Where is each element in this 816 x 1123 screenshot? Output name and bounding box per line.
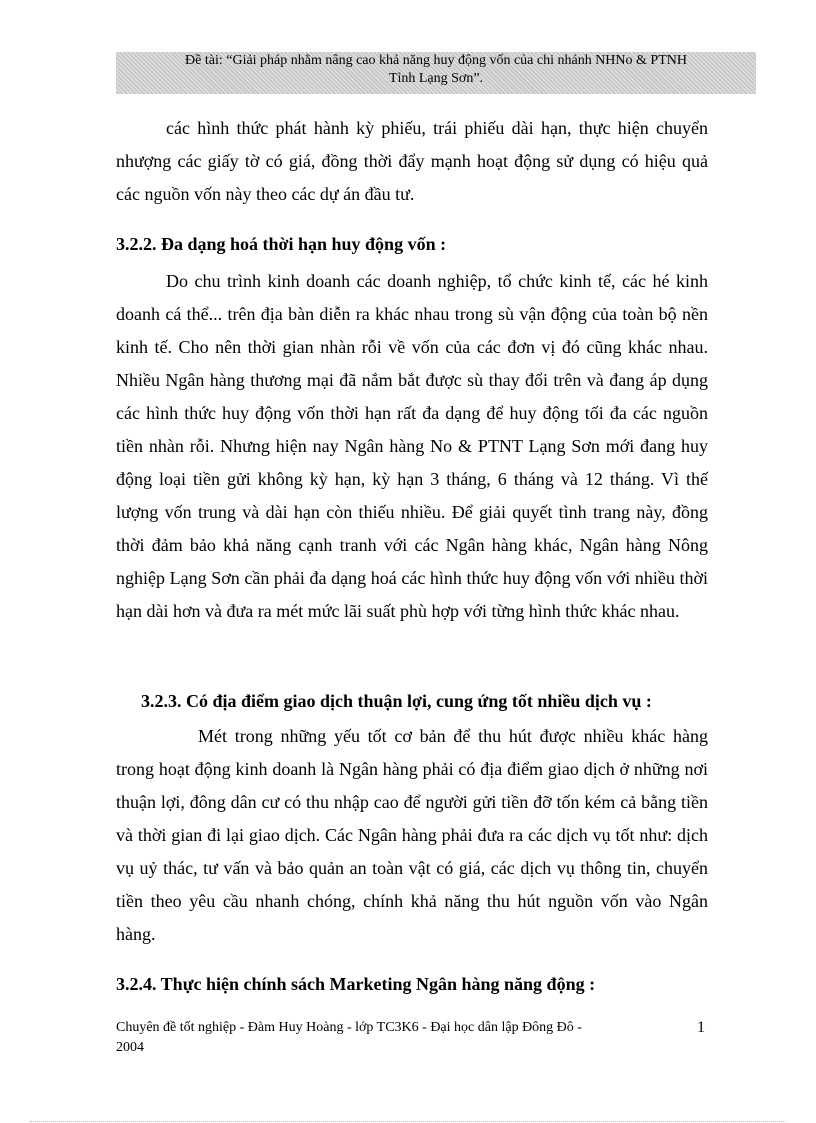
paragraph-intro: các hình thức phát hành kỳ phiếu, trái phiếu dài hạn, thực hiện chuyển nhượng các giấy tờ có giá, đồng thời đẩy mạnh hoạt động sử dụng có hiệu quả các nguồn vốn này theo các dự án đầu tư. xyxy=(116,118,708,204)
footer-text-line-1: Chuyên đề tốt nghiệp - Đàm Huy Hoàng - lớp TC3K6 - Đại học dân lập Đông Đô - xyxy=(116,1020,582,1035)
footer-text-line-2: 2004 xyxy=(116,1040,144,1055)
section-heading-3-2-4: 3.2.4. Thực hiện chính sách Marketing Ngân hàng năng động : xyxy=(116,974,596,994)
section-heading-3-2-2: 3.2.2. Đa dạng hoá thời hạn huy động vốn : xyxy=(116,234,447,254)
page-bottom-divider xyxy=(30,1121,786,1122)
header-title-line-2: Tỉnh Lạng Sơn”. xyxy=(388,71,484,86)
page-header xyxy=(116,52,756,94)
header-title-line-1: Đề tài: “Giải pháp nhằm nâng cao khả năng huy động vốn của chi nhánh NHNo & PTNH xyxy=(185,53,687,68)
page-footer xyxy=(116,1018,658,1058)
section-heading-3-2-3: 3.2.3. Có địa điểm giao dịch thuận lợi, cung ứng tốt nhiều dịch vụ : xyxy=(141,691,652,711)
paragraph-transaction-location: Mét trong những yếu tốt cơ bản để thu hút được nhiều khác hàng trong hoạt động kinh doanh là Ngân hàng phải có địa điểm giao dịch ở những nơi thuận lợi, đông dân cư có thu nhập cao để người gửi tiền đỡ tốn kém cả bằng tiền và thời gian đi lại giao dịch. Các Ngân hàng phải đưa ra các dịch vụ tốt như: dịch vụ uỷ thác, tư vấn và bảo quản an toàn vật có giá, các dịch vụ thông tin, chuyển tiền theo yêu cầu nhanh chóng, chính khả năng thu hút nguồn vốn vào Ngân hàng. xyxy=(116,726,708,944)
paragraph-term-diversification: Do chu trình kinh doanh các doanh nghiệp, tổ chức kinh tế, các hé kinh doanh cá thể... trên địa bàn diễn ra khác nhau trong sù vận động của toàn bộ nền kinh tế. Cho nên thời gian nhàn rỗi về vốn của các đơn vị đó cũng khác nhau. Nhiều Ngân hàng thương mại đã nắm bắt được sù thay đổi trên và đang áp dụng các hình thức huy động vốn thời hạn rất đa dạng để huy động tối đa các nguồn tiền nhàn rỗi. Nhưng hiện nay Ngân hàng No & PTNT Lạng Sơn mới đang huy động loại tiền gửi không kỳ hạn, kỳ hạn 3 tháng, 6 tháng và 12 tháng. Vì thế lượng vốn trung và dài hạn còn thiếu nhiều. Để giải quyết tình trang này, đồng thời đảm bảo khả năng cạnh tranh với các Ngân hàng khác, Ngân hàng Nông nghiệp Lạng Sơn cần phải đa dạng hoá các hình thức huy động vốn với nhiều thời hạn dài hơn và đưa ra mét mức lãi suất phù hợp với từng hình thức khác nhau. xyxy=(116,271,708,621)
page-number: 1 xyxy=(697,1019,705,1036)
